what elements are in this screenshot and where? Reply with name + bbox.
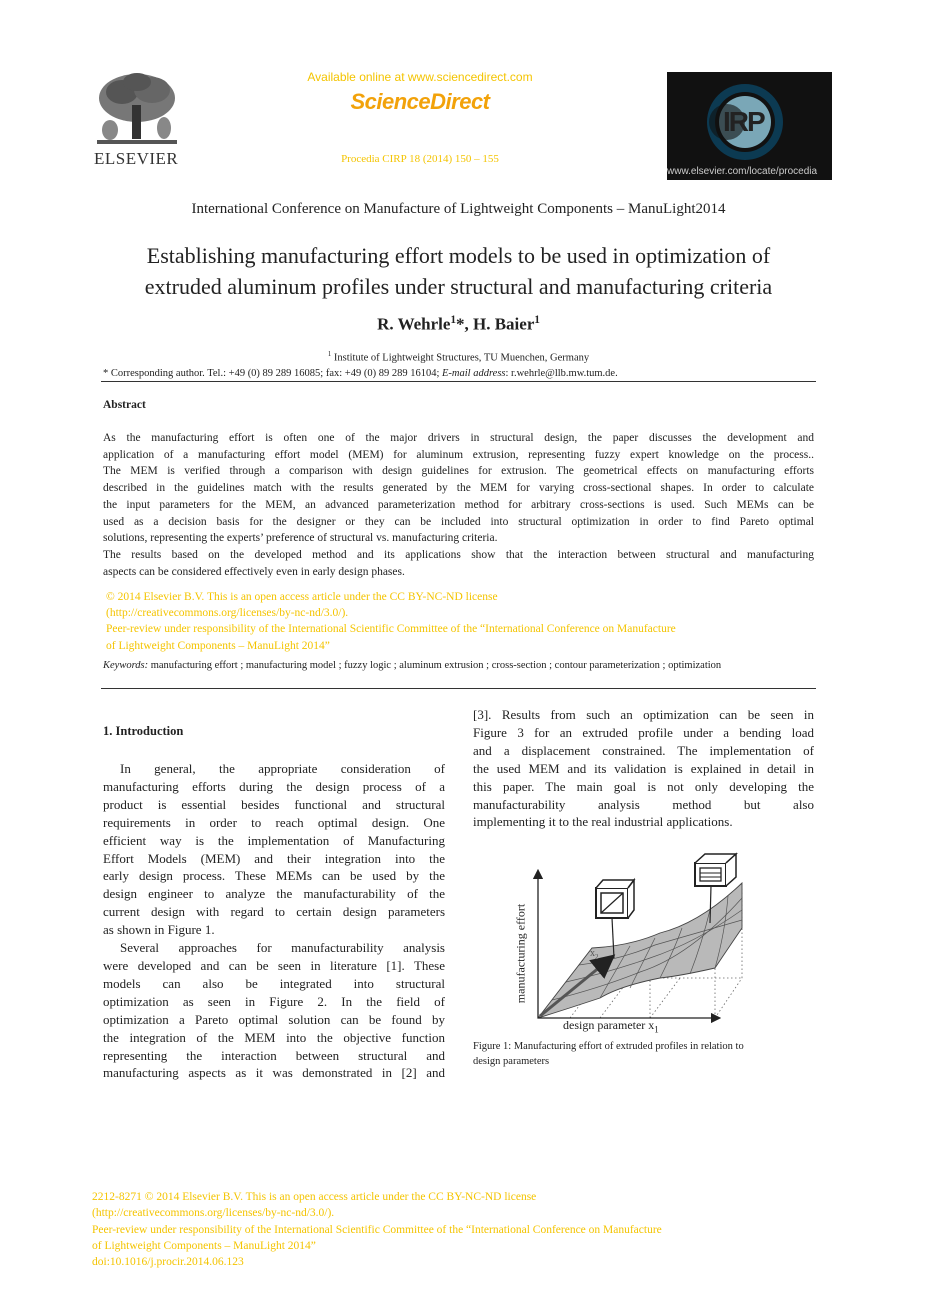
- body-line: implementing it to the real industrial applications.: [473, 814, 733, 830]
- caption-line: Figure 1: Manufacturing effort of extruded profiles in relation to: [473, 1041, 744, 1052]
- figure-1-y-axis-label: manufacturing effort: [513, 903, 528, 1004]
- authors: [0, 314, 917, 335]
- license-line: © 2014 Elsevier B.V. This is an open access article under the CC BY-NC-ND license: [106, 591, 498, 603]
- right-column-body: [473, 706, 814, 831]
- license-link[interactable]: (http://creativecommons.org/licenses/by-nc-nd/3.0/).: [106, 607, 349, 620]
- figure-1: [510, 848, 780, 1040]
- abstract-line: the input parameters for the MEM, an advanced parameterization method for arbitrary cross-sections is used. Such MEMs can be: [103, 498, 814, 511]
- affiliation-text: Institute of Lightweight Structures, TU Muenchen, Germany: [331, 352, 590, 364]
- abstract-line: aspects can be considered effectively even in early design phases.: [103, 565, 405, 578]
- body-line: manufacturing efforts during the design process of a: [103, 778, 445, 794]
- body-line: this paper. The main goal is not only developing the: [473, 778, 814, 794]
- abstract-body: [103, 430, 814, 580]
- abstract-line: described in the guidelines match with the results generated by the MEM for varying cross-sectional shapes. In order to calculate: [103, 482, 814, 495]
- corresponding-marker: *,: [455, 314, 473, 334]
- footer-link[interactable]: (http://creativecommons.org/licenses/by-nc-nd/3.0/).: [92, 1207, 335, 1220]
- caption-line: design parameters: [473, 1055, 550, 1067]
- body-line: optimization as seen in Figure 2. In the field of: [103, 993, 445, 1009]
- section-heading-introduction: 1. Introduction: [103, 724, 184, 738]
- corresponding-author: [103, 368, 618, 379]
- email-address[interactable]: : r.wehrle@llb.mw.tum.de.: [505, 368, 618, 379]
- body-line: as shown in Figure 1.: [103, 922, 215, 938]
- paper-title-line-1: Establishing manufacturing effort models to be used in optimization of: [146, 243, 771, 268]
- paper-title-line-2: extruded aluminum profiles under structural and manufacturing criteria: [144, 274, 773, 299]
- author-2-affiliation: 1: [534, 314, 540, 326]
- body-line: models can also be integrated into structural: [103, 975, 445, 991]
- abstract-license: [106, 589, 676, 654]
- abstract-line: As the manufacturing effort is often one of the major drivers in structural design, the paper discusses the development and: [103, 432, 814, 444]
- conference-name: International Conference on Manufacture of Lightweight Components – ManuLight2014: [191, 201, 726, 217]
- body-line: were developed and can be seen in literature [1]. These: [103, 957, 445, 973]
- cirp-logo: [667, 72, 832, 180]
- available-online[interactable]: Available online at www.sciencedirect.com: [307, 70, 533, 84]
- paper-title: [0, 240, 917, 302]
- author-2: H. Baier: [472, 314, 535, 334]
- body-line: requirements in order to reach optimal design. One: [103, 814, 445, 830]
- figure-1-caption: [473, 1040, 744, 1069]
- author-1-affiliation: 1: [450, 314, 456, 326]
- figure-1-surface-plot: [510, 848, 780, 1040]
- abstract-line: used as a decision basis for the designer or they can be included into structural optimization in order to find Pareto optimal: [103, 515, 814, 528]
- elsevier-wordmark: ELSEVIER: [94, 149, 179, 168]
- journal-reference: Procedia CIRP 18 (2014) 150 – 155: [341, 153, 499, 165]
- license-line: of Lightweight Components – ManuLight 2014”: [106, 639, 330, 652]
- abstract-line: The results based on the developed method and its applications show that the interaction between structural and manufacturing: [103, 548, 814, 561]
- license-line: Peer-review under responsibility of the International Scientific Committee of the “International Conference on Manufacture: [106, 623, 676, 636]
- body-line: Several approaches for manufacturability analysis: [120, 940, 445, 956]
- abstract-line: solutions, representing the experts’ preference of structural vs. manufacturing criteria.: [103, 532, 498, 545]
- body-line: the integration of the MEM into the objective function: [103, 1029, 445, 1045]
- footer-license: [92, 1189, 662, 1270]
- body-line: early design process. These MEMs can be used by the: [103, 868, 445, 884]
- footer-line: 2212-8271 © 2014 Elsevier B.V. This is an open access article under the CC BY-NC-ND license: [92, 1191, 537, 1203]
- body-line: In general, the appropriate consideration of: [120, 761, 445, 776]
- body-line: Effort Models (MEM) and their integration into the: [103, 850, 445, 866]
- divider-top: [101, 381, 816, 382]
- keywords: [103, 660, 721, 671]
- affiliation-number: 1: [327, 351, 332, 358]
- body-line: manufacturability analysis method but also: [473, 796, 814, 812]
- corresponding-text: * Corresponding author. Tel.: +49 (0) 89 289 16085; fax: +49 (0) 89 289 16104;: [103, 368, 443, 379]
- body-line: and a displacement constrained. The implementation of: [473, 742, 814, 758]
- introduction-body: [103, 760, 445, 1082]
- body-line: product is essential besides functional and structural: [103, 796, 445, 812]
- affiliation: [0, 351, 917, 364]
- email-label: E-mail address: [442, 368, 506, 379]
- body-line: [3]. Results from such an optimization can be seen in: [473, 707, 814, 722]
- footer-line: of Lightweight Components – ManuLight 2014”: [92, 1239, 316, 1252]
- body-line: optimization a Pareto optimal solution can be found by: [103, 1011, 445, 1027]
- cirp-url[interactable]: www.elsevier.com/locate/procedia: [667, 166, 818, 177]
- sciencedirect-logo: ScienceDirect: [350, 89, 490, 114]
- body-line: efficient way is the implementation of Manufacturing: [103, 832, 445, 848]
- figure-1-x-axis-label: design parameter $x_1$: [563, 1018, 659, 1035]
- divider-bottom: [101, 688, 816, 689]
- body-line: representing the interaction between structural and: [103, 1047, 445, 1063]
- footer-doi[interactable]: doi:10.1016/j.procir.2014.06.123: [92, 1256, 244, 1269]
- body-line: the used MEM and its validation is explained in detail in: [473, 760, 814, 776]
- figure-1-point-label: $x_2$: [590, 948, 599, 961]
- body-line: design engineer to analyze the manufacturability of the: [103, 886, 445, 902]
- footer-line: Peer-review under responsibility of the International Scientific Committee of the “International Conference on Manufacture: [92, 1223, 662, 1236]
- abstract-line: application of a manufacturing effort model (MEM) for aluminum extrusion, representing fuzzy expert knowledge on the process..: [103, 448, 814, 461]
- author-1: R. Wehrle: [377, 314, 451, 334]
- cirp-logo-text: IRP: [723, 106, 764, 137]
- abstract-heading: Abstract: [103, 399, 146, 411]
- body-line: current design with regard to certain design parameters: [103, 904, 445, 920]
- keywords-label: Keywords:: [103, 660, 149, 671]
- body-line: Figure 3 for an extruded profile under a bending load: [473, 724, 814, 740]
- keywords-list: manufacturing effort ; manufacturing model ; fuzzy logic ; aluminum extrusion ; cross-section ; contour parameterization ; optimization: [148, 660, 722, 671]
- body-line: manufacturing aspects as it was demonstrated in [2] and: [103, 1065, 445, 1081]
- abstract-line: The MEM is verified through a comparison with design guidelines for extrusion. The geometrical effects on manufacturing efforts: [103, 465, 814, 478]
